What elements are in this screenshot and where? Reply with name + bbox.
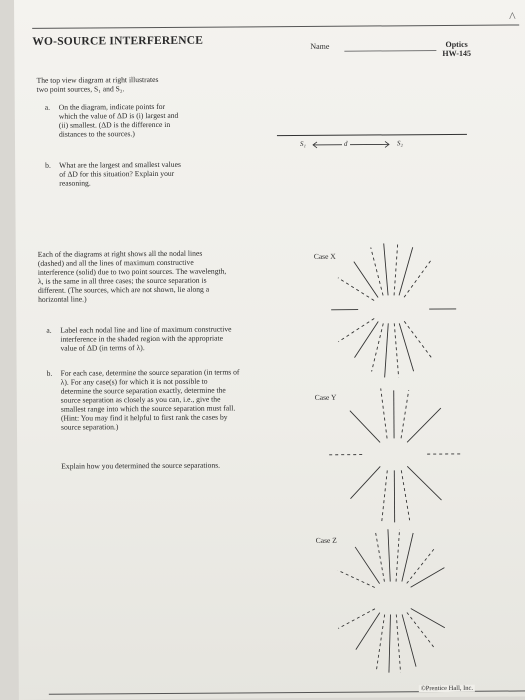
case-z-nodal [407,612,435,649]
case-x-diagram [313,237,472,393]
case-y-nodal [401,470,409,520]
case-z-max [388,529,390,581]
case-x-lines-bottom [338,318,432,378]
page-title: WO-SOURCE INTERFERENCE [32,34,204,48]
part-a-top-text: On the diagram, indicate points for which the value of ΔD is (i) largest and (ii) smallest. (ΔD is the difference in distances to the sources.) [58,101,179,139]
case-x-nodal [394,243,398,295]
case-z-nodal [375,531,384,581]
case-z-diagram [315,525,474,681]
source-s2-label: S₂ [396,139,403,148]
case-z-max [356,613,380,650]
case-x-max [399,323,413,371]
case-x-max [354,261,378,297]
course-block [442,40,471,58]
part-a2-label: a. [46,325,52,335]
case-z-max [411,608,445,628]
arrow-shaft [313,144,389,145]
case-x-max [354,321,378,357]
case-y-max [350,410,380,442]
case-x-nodal [371,323,383,371]
case-z-nodal [406,548,434,583]
worksheet-page [14,0,525,700]
case-y-lines-bottom [350,466,441,523]
case-z-max [402,533,414,582]
case-z-nodal [396,529,400,581]
separation-d-label: d [343,139,348,148]
explain-text: Explain how you determined the source separations. [61,460,221,471]
case-y-max [407,466,441,500]
case-y-max [350,466,380,498]
case-z-nodal [396,614,400,672]
case-x-nodal [338,318,374,341]
case-z-max [389,615,391,673]
case-x-max [399,247,413,295]
case-x-lines-top [338,243,432,301]
part-b-top-text: What are the largest and smallest values of ΔD for this situation? Explain your reasoning. [59,159,181,188]
intro-text: The top view diagram at right illustrates two point sources, S₁ and S₂. [36,74,159,94]
source-s1-label: S₁ [299,139,306,149]
part-b2-label: b. [46,368,53,378]
case-y-diagram [314,382,473,538]
case-z-nodal [376,615,385,671]
section2-text: Each of the diagrams at right shows all the nodal lines (dashed) and all the lines of maximum constructive interference (solid) due to two point sources. The wavelength, λ, is the same in all three cases; the source separation is different. (The sources, which are not shown, lie along a horizontal line.) [37,248,227,304]
course-name: Optics [445,39,468,49]
case-z-max [355,547,379,584]
case-y-nodal [401,390,409,438]
part-b-top-label: b. [45,160,51,170]
part-a-top-label: a. [44,102,51,112]
case-x-nodal [394,323,398,377]
source-baseline [277,134,467,136]
case-y-label: Case Y [314,392,337,402]
homework-number: HW-145 [442,48,472,59]
page-corner-mark: ^ [509,10,516,26]
case-z-nodal [338,609,375,629]
case-x-max [384,323,388,377]
case-x-nodal [338,277,374,300]
case-x-max [384,243,388,295]
case-z-lines-bottom [338,608,445,673]
case-y-lines-top [350,388,441,443]
case-z-nodal [338,570,375,588]
part-b2-text: For each case, determine the source separation (in terms of λ). For any case(s) for which it is not possible to determine the source separation exactly, determine the source separation as closely as you can, i.e., give the smallest range into which the source separation must fall. (Hint: You may find it helpful to first rank the cases by source separation.) [60,367,240,432]
case-y-max [407,408,441,442]
name-field-line[interactable] [344,50,436,52]
case-z-max [410,568,444,588]
case-y-nodal [381,470,387,522]
name-label: Name [310,41,330,51]
case-z-lines-top [338,529,445,588]
copyright-text: ©Prentice Hall, Inc. [420,684,474,693]
case-x-nodal [371,247,383,295]
case-x-label: Case X [313,251,336,261]
header-rule [32,24,519,28]
case-y-nodal [381,388,387,438]
separation-arrow [311,138,391,151]
part-a2-text: Label each nodal line and line of maximum constructive interference in the shaded region with the appropriate value of ΔD (in terms of λ). [60,324,232,353]
case-z-label: Case Z [315,535,337,545]
